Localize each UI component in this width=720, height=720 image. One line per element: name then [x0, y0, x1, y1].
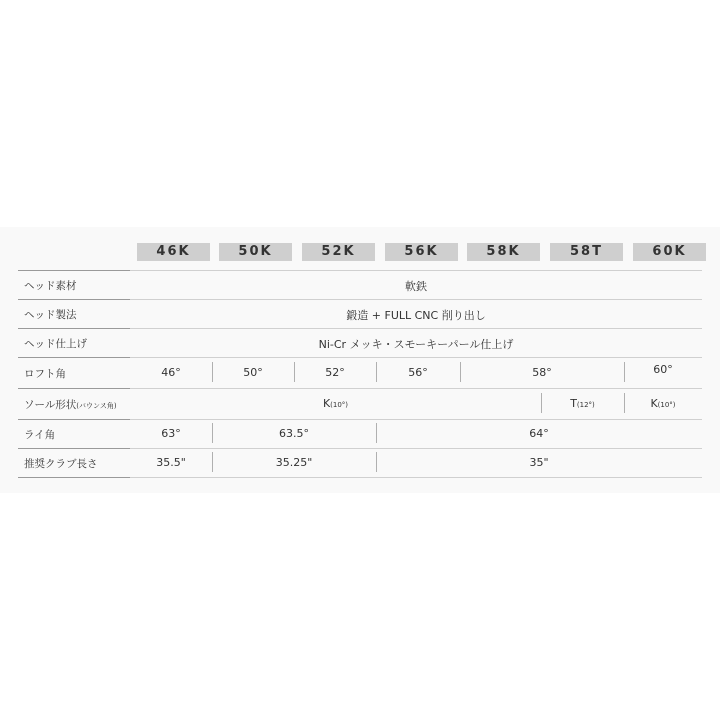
value-sole-k60: [624, 397, 702, 410]
value-loft-58: 58°: [532, 366, 552, 379]
header-58t: 58T: [550, 243, 623, 261]
value-sole-k-grind: K: [322, 397, 331, 410]
value-sole-k: [130, 397, 541, 410]
row-divider: [18, 388, 130, 389]
value-sole-t-grind: T: [570, 397, 577, 410]
header-56k: 56K: [385, 243, 458, 261]
label-head-process: ヘッド製法: [24, 309, 77, 321]
row-divider: [130, 270, 702, 271]
value-lie-50-52: 63.5°: [279, 427, 309, 440]
label-length: 推奨クラブ長さ: [24, 458, 98, 470]
label-head-finish: ヘッド仕上げ: [24, 338, 87, 350]
row-divider: [130, 477, 702, 478]
row-divider: [18, 299, 130, 300]
row-divider: [130, 328, 702, 329]
header-46k: 46K: [137, 243, 210, 261]
row-divider: [18, 448, 130, 449]
value-finish: Ni-Cr メッキ・スモーキーパール仕上げ: [318, 338, 514, 351]
value-material: 軟鉄: [405, 280, 427, 293]
label-sole-note: (バウンス角): [76, 402, 117, 410]
label-sole-text: ソール形状: [24, 399, 77, 411]
header-58k: 58K: [467, 243, 540, 261]
value-length-46: 35.5": [156, 456, 186, 469]
label-loft: ロフト角: [24, 368, 66, 380]
value-loft-50: 50°: [243, 366, 263, 379]
value-length-56-60: 35": [529, 456, 549, 469]
spec-table-panel: [0, 227, 720, 493]
row-divider: [18, 328, 130, 329]
value-loft-52: 52°: [325, 366, 345, 379]
value-process: 鍛造 + FULL CNC 削り出し: [346, 309, 486, 322]
value-sole-t: [541, 397, 624, 410]
label-sole: [24, 397, 117, 412]
row-divider: [18, 357, 130, 358]
row-divider: [130, 448, 702, 449]
value-lie-46: 63°: [161, 427, 181, 440]
row-divider: [18, 419, 130, 420]
header-52k: 52K: [302, 243, 375, 261]
row-divider: [130, 388, 702, 389]
value-sole-k60-bounce: (10°): [657, 401, 676, 409]
value-sole-k60-grind: K: [650, 397, 658, 410]
label-head-material: ヘッド素材: [24, 280, 77, 292]
value-loft-56: 56°: [408, 366, 428, 379]
value-lie-56-60: 64°: [529, 427, 549, 440]
row-divider: [130, 357, 702, 358]
header-60k: 60K: [633, 243, 706, 261]
row-divider: [130, 299, 702, 300]
value-loft-46: 46°: [161, 366, 181, 379]
value-length-50-52: 35.25": [275, 456, 313, 469]
value-loft-60: 60°: [653, 363, 673, 376]
header-50k: 50K: [219, 243, 292, 261]
row-divider: [130, 419, 702, 420]
row-divider: [18, 477, 130, 478]
row-divider: [18, 270, 130, 271]
value-sole-k-bounce: (10°): [330, 401, 349, 409]
value-sole-t-bounce: (12°): [576, 401, 595, 409]
label-lie: ライ角: [24, 429, 56, 441]
